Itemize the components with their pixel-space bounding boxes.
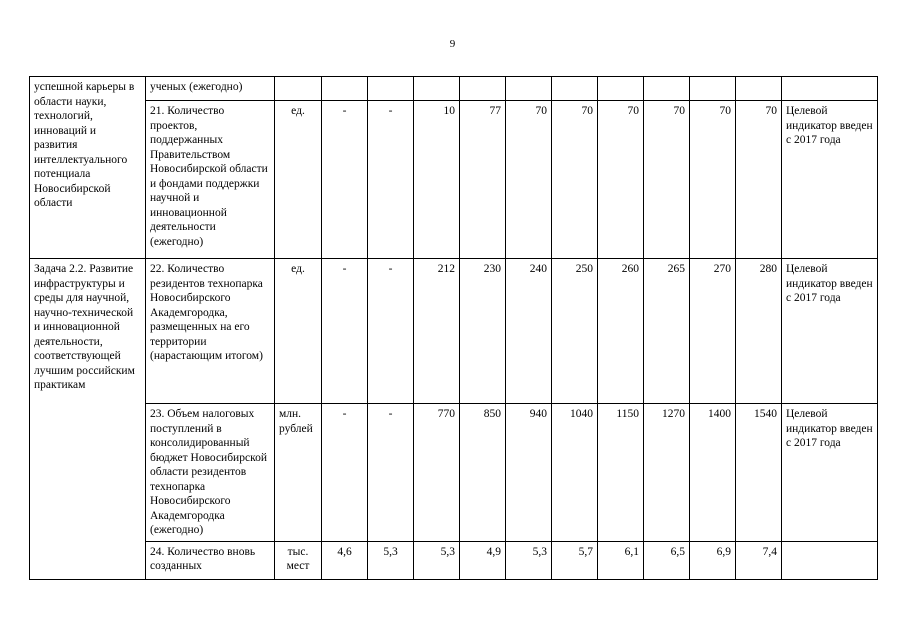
value-cell: 1270 xyxy=(644,404,690,542)
note-cell xyxy=(782,541,878,579)
unit-cell: ед. xyxy=(275,259,322,404)
value-cell: - xyxy=(368,259,414,404)
value-cell: 230 xyxy=(460,259,506,404)
value-cell: - xyxy=(322,259,368,404)
value-cell: 1400 xyxy=(690,404,736,542)
value-cell: 7,4 xyxy=(736,541,782,579)
value-cell: 1040 xyxy=(552,404,598,542)
value-cell: 6,5 xyxy=(644,541,690,579)
value-cell xyxy=(690,77,736,101)
value-cell: 70 xyxy=(736,101,782,259)
value-cell: 1150 xyxy=(598,404,644,542)
unit-cell xyxy=(275,77,322,101)
unit-cell: млн. рублей xyxy=(275,404,322,542)
task-cell-2-2: Задача 2.2. Развитие инфраструктуры и среды для научной, научно-технической и инновационной деятельности, соответствующей лучшим российским практикам xyxy=(30,259,146,580)
table-row-continuation xyxy=(30,77,878,101)
note-cell: Целевой индикатор введен с 2017 года xyxy=(782,101,878,259)
value-cell: 70 xyxy=(598,101,644,259)
table-row-24 xyxy=(30,541,878,579)
value-cell xyxy=(414,77,460,101)
value-cell: 70 xyxy=(506,101,552,259)
indicator-cell: 24. Количество вновь созданных xyxy=(146,541,275,579)
value-cell: - xyxy=(368,101,414,259)
value-cell: 260 xyxy=(598,259,644,404)
value-cell: - xyxy=(322,101,368,259)
value-cell: 6,1 xyxy=(598,541,644,579)
table-row-21 xyxy=(30,101,878,259)
note-cell xyxy=(782,77,878,101)
value-cell: - xyxy=(322,404,368,542)
value-cell: 5,3 xyxy=(506,541,552,579)
value-cell: 265 xyxy=(644,259,690,404)
note-cell: Целевой индикатор введен с 2017 года xyxy=(782,404,878,542)
value-cell: 850 xyxy=(460,404,506,542)
value-cell: 70 xyxy=(552,101,598,259)
value-cell: 70 xyxy=(644,101,690,259)
value-cell: 250 xyxy=(552,259,598,404)
unit-cell: тыс. мест xyxy=(275,541,322,579)
value-cell: 5,3 xyxy=(368,541,414,579)
value-cell: 5,7 xyxy=(552,541,598,579)
value-cell xyxy=(506,77,552,101)
value-cell: 4,6 xyxy=(322,541,368,579)
value-cell: 5,3 xyxy=(414,541,460,579)
value-cell: 270 xyxy=(690,259,736,404)
value-cell: 77 xyxy=(460,101,506,259)
value-cell: 4,9 xyxy=(460,541,506,579)
value-cell xyxy=(460,77,506,101)
value-cell: - xyxy=(368,404,414,542)
indicator-cell: 23. Объем налоговых поступлений в консолидированный бюджет Новосибирской области резидентов технопарка Новосибирского Академгородка (ежегодно) xyxy=(146,404,275,542)
value-cell xyxy=(644,77,690,101)
indicators-table xyxy=(29,76,878,580)
indicator-cell: ученых (ежегодно) xyxy=(146,77,275,101)
table-row-23 xyxy=(30,404,878,542)
value-cell: 212 xyxy=(414,259,460,404)
value-cell: 770 xyxy=(414,404,460,542)
indicator-cell: 21. Количество проектов, поддержанных Правительством Новосибирской области и фондами поддержки научной и инновационной деятельности (ежегодно) xyxy=(146,101,275,259)
value-cell: 940 xyxy=(506,404,552,542)
value-cell: 240 xyxy=(506,259,552,404)
value-cell xyxy=(552,77,598,101)
value-cell: 280 xyxy=(736,259,782,404)
unit-cell: ед. xyxy=(275,101,322,259)
table-row-22 xyxy=(30,259,878,404)
indicator-cell: 22. Количество резидентов технопарка Новосибирского Академгородка, размещенных на его территории (нарастающим итогом) xyxy=(146,259,275,404)
value-cell: 6,9 xyxy=(690,541,736,579)
value-cell xyxy=(322,77,368,101)
value-cell: 70 xyxy=(690,101,736,259)
value-cell: 1540 xyxy=(736,404,782,542)
note-cell: Целевой индикатор введен с 2017 года xyxy=(782,259,878,404)
page-number: 9 xyxy=(449,38,456,50)
value-cell: 10 xyxy=(414,101,460,259)
task-cell-continuation: успешной карьеры в области науки, технологий, инноваций и развития интеллектуального потенциала Новосибирской области xyxy=(30,77,146,259)
value-cell xyxy=(736,77,782,101)
value-cell xyxy=(598,77,644,101)
value-cell xyxy=(368,77,414,101)
